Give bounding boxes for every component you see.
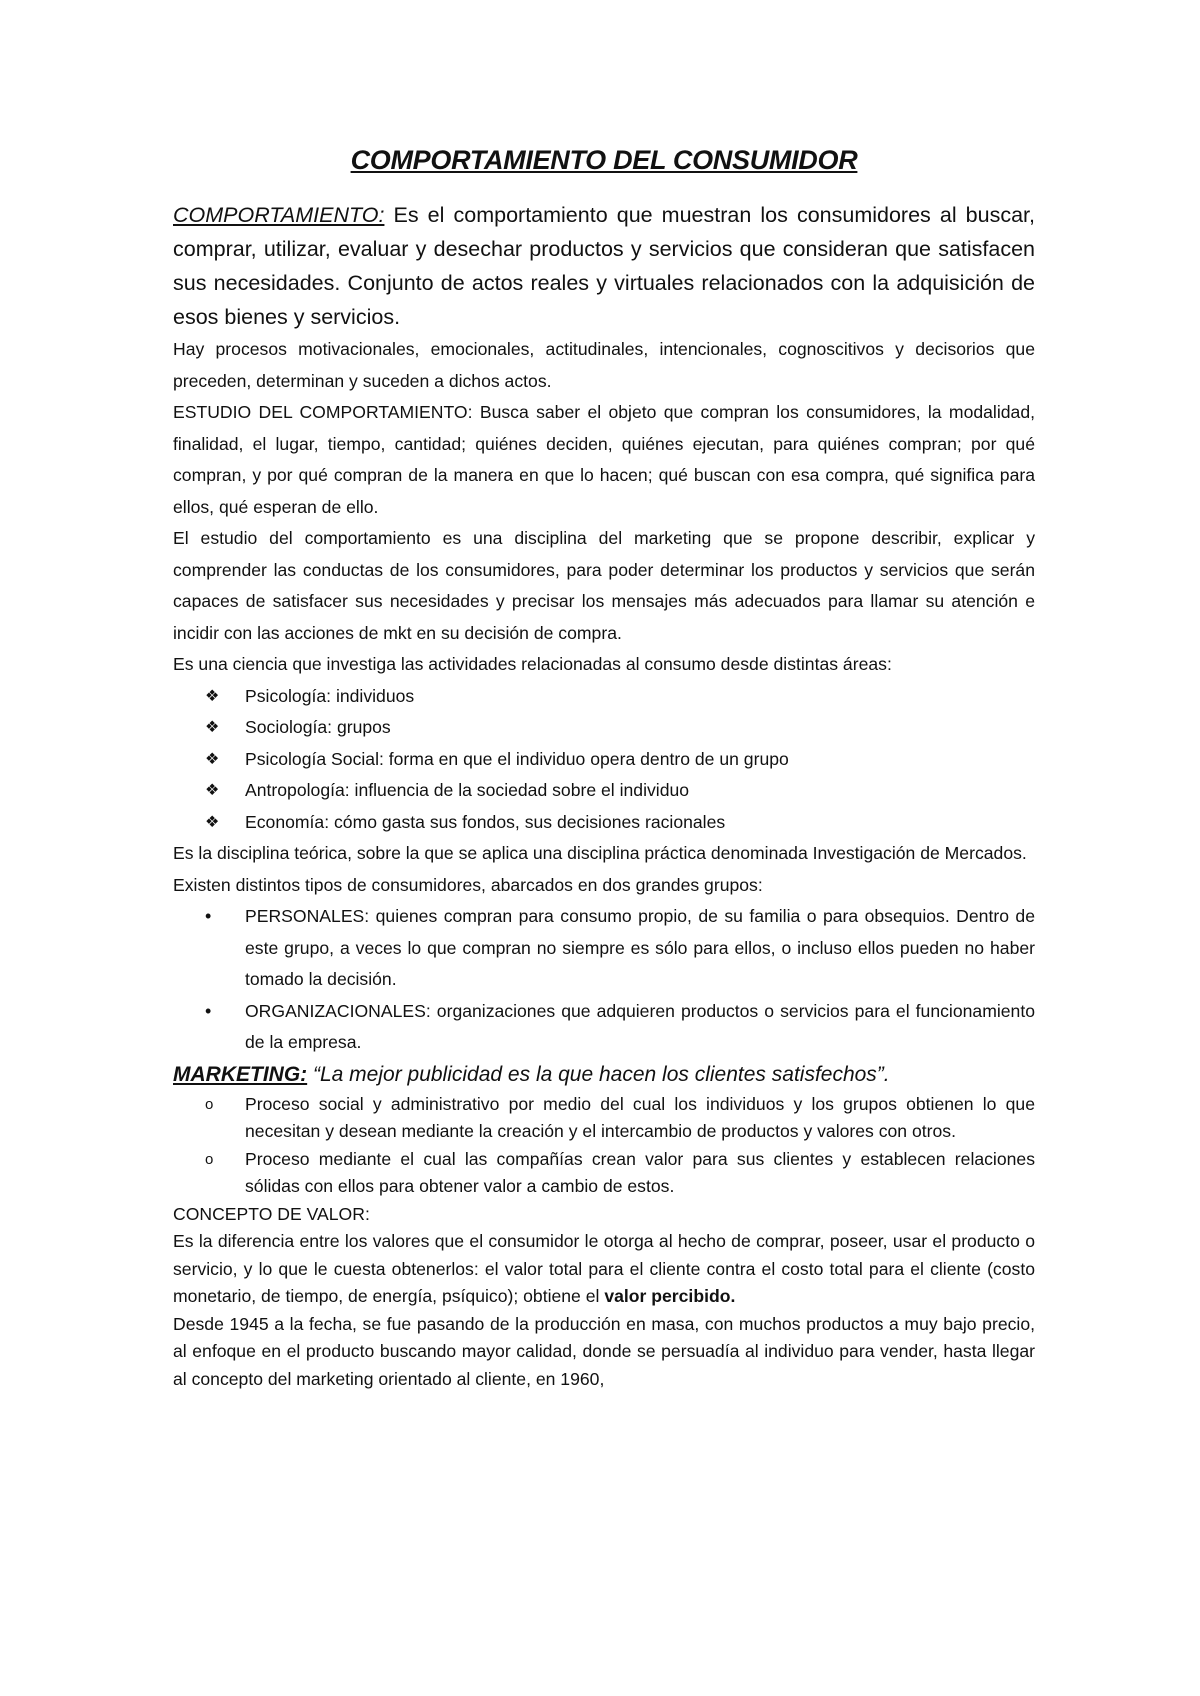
- marketing-quote: “La mejor publicidad es la que hacen los clientes satisfechos”.: [307, 1062, 890, 1086]
- marketing-label: MARKETING:: [173, 1062, 308, 1086]
- marketing-heading: [173, 1059, 1035, 1091]
- intro-text: Es el comportamiento que muestran los consumidores al buscar, comprar, utilizar, evaluar y desechar productos y servicios que consideran que satisfacen sus necesidades. Conjunto de actos reales y virtuales relacionados con la adquisición de esos bienes y servicios.: [173, 203, 1035, 329]
- valor-paragraph: Es la diferencia entre los valores que el consumidor le otorga al hecho de comprar, poseer, usar el producto o servicio, y lo que le cuesta obtenerlos: el valor total para el cliente contra el costo total para el cliente (costo monetario, de tiempo, de energía, psíquico); obtiene el valor percibido.: [173, 1231, 1035, 1306]
- list-item: ❖ Psicología: individuos: [173, 681, 1035, 713]
- areas-list: [173, 681, 1035, 839]
- paragraph-tipos: Existen distintos tipos de consumidores, abarcados en dos grandes grupos:: [173, 874, 763, 895]
- document-page: [173, 145, 1035, 1393]
- list-item: • ORGANIZACIONALES: organizaciones que adquieren productos o servicios para el funcionamiento de la empresa.: [173, 996, 1035, 1059]
- diamond-bullet-icon: ❖: [205, 719, 220, 736]
- list-item: o Proceso mediante el cual las compañías crean valor para sus clientes y establecen relaciones sólidas con ellos para obtener valor a cambio de estos.: [173, 1146, 1035, 1201]
- consumer-groups-list: [173, 901, 1035, 1059]
- page-title: COMPORTAMIENTO DEL CONSUMIDOR: [350, 145, 858, 175]
- marketing-list: [173, 1091, 1035, 1201]
- list-item: ❖ Antropología: influencia de la sociedad sobre el individuo: [173, 775, 1035, 807]
- paragraph-disciplina: El estudio del comportamiento es una disciplina del marketing que se propone describir, explicar y comprender las conductas de los consumidores, para poder determinar los productos y servicios que serán capaces de satisfacer sus necesidades y precisar los mensajes más adecuados para llamar su atención e incidir con las acciones de mkt en su decisión de compra.: [173, 528, 1035, 643]
- list-item: ❖ Economía: cómo gasta sus fondos, sus decisiones racionales: [173, 807, 1035, 839]
- history-paragraph: Desde 1945 a la fecha, se fue pasando de la producción en masa, con muchos productos a muy bajo precio, al enfoque en el producto buscando mayor calidad, donde se persuadía al individuo para vender, hasta llegar al concepto del marketing orientado al cliente, en 1960,: [173, 1313, 1035, 1389]
- valor-percibido: valor percibido.: [604, 1286, 736, 1306]
- list-item: ❖ Psicología Social: forma en que el individuo opera dentro de un grupo: [173, 744, 1035, 776]
- intro-paragraph: [173, 198, 1035, 334]
- list-item: o Proceso social y administrativo por medio del cual los individuos y los grupos obtienen lo que necesitan y desean mediante la creación y el intercambio de productos y valores con otros.: [173, 1091, 1035, 1146]
- dot-bullet-icon: •: [205, 906, 212, 926]
- list-item: • PERSONALES: quienes compran para consumo propio, de su familia o para obsequios. Dentro de este grupo, a veces lo que compran no siempre es sólo para ellos, o incluso ellos pueden no haber tomado la decisión.: [173, 901, 1035, 996]
- paragraph-estudio: ESTUDIO DEL COMPORTAMIENTO: Busca saber el objeto que compran los consumidores, la modalidad, finalidad, el lugar, tiempo, cantidad; quiénes deciden, quiénes ejecutan, para quiénes compran; por qué compran, y por qué compran de la manera en que lo hacen; qué buscan con esa compra, qué significa para ellos, qué esperan de ello.: [173, 402, 1035, 517]
- diamond-bullet-icon: ❖: [205, 782, 220, 799]
- circle-bullet-icon: o: [205, 1095, 214, 1113]
- diamond-bullet-icon: ❖: [205, 750, 220, 768]
- list-item: ❖ Sociología: grupos: [173, 712, 1035, 744]
- diamond-bullet-icon: ❖: [205, 813, 220, 831]
- dot-bullet-icon: •: [205, 1000, 212, 1021]
- diamond-bullet-icon: ❖: [205, 687, 220, 705]
- paragraph-ciencia: Es una ciencia que investiga las actividades relacionadas al consumo desde distintas áreas:: [173, 654, 892, 674]
- valor-heading: CONCEPTO DE VALOR:: [173, 1203, 370, 1224]
- paragraph-procesos: Hay procesos motivacionales, emocionales, actitudinales, intencionales, cognoscitivos y decisorios que preceden, determinan y suceden a dichos actos.: [173, 339, 1035, 391]
- paragraph-teorica: Es la disciplina teórica, sobre la que se aplica una disciplina práctica denominada Investigación de Mercados.: [173, 843, 1027, 863]
- intro-label: COMPORTAMIENTO:: [173, 203, 385, 227]
- circle-bullet-icon: o: [205, 1150, 214, 1168]
